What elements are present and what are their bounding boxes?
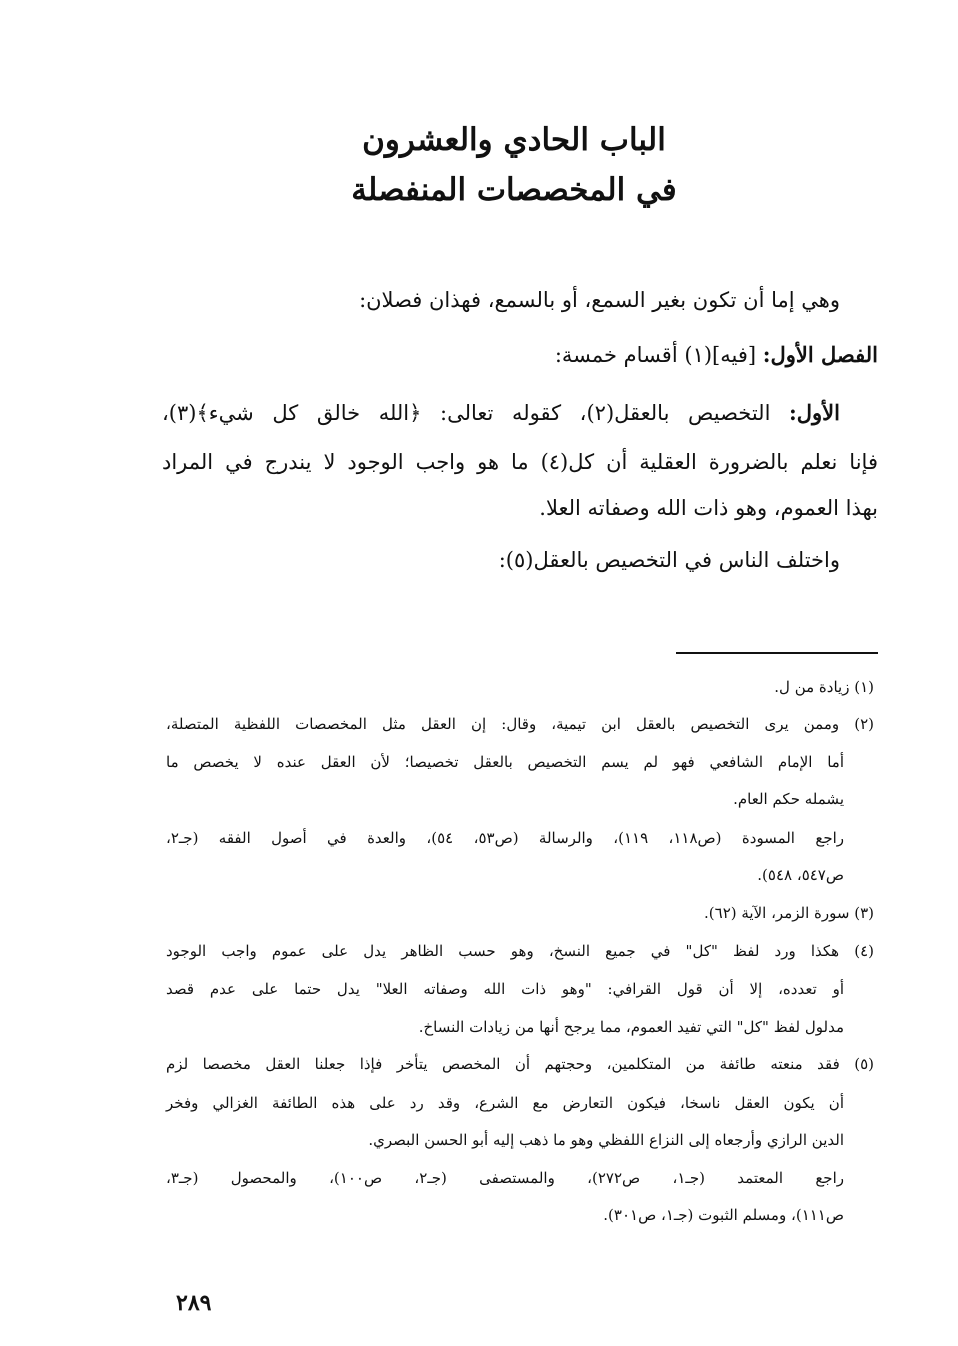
page-number: ٢٨٩ [176,1290,212,1316]
chapter-subtitle: في المخصصات المنفصلة [351,172,677,208]
footnote-5-line-3: الدين الرازي وأرجعاه إلى النزاع اللفظي وهو ما ذهب إليه أبو الحسن البصري. [368,1131,844,1149]
footnote-5-line-2: أن يكون العقل ناسخا، فيكون التعارض مع الشرع، وقد رد على هذه الطائفة الغزالي وفخر [166,1094,844,1112]
intro-paragraph: وهي إما أن تكون بغير السمع، أو بالسمع، فهذان فصلان: [359,288,840,312]
footnote-1: (١) زيادة من ل. [774,678,874,696]
chapter-title: الباب الحادي والعشرون [362,122,666,158]
footnote-5-line-4: راجع المعتمد (جـ١، ص٢٧٢)، والمستصفى (جـ٢، ص١٠٠)، والمحصول (جـ٣، [166,1169,844,1187]
first-paragraph-line-2: فإنا نعلم بالضرورة العقلية أن كل(٤) ما هو واجب الوجود لا يندرج في المراد [162,450,878,474]
footnote-4-line-2: أو تعدده، إلا أن قول القرافي: "وهو ذات الله وصفاته العلا" يدل حتما على عدم قصد [166,980,844,998]
footnote-2-line-1: (٢) وممن يرى التخصيص بالعقل ابن تيمية، وقال: إن العقل مثل المخصصات اللفظية المتصلة، [166,715,874,733]
footnote-4-line-3: مدلول لفظ "كل" التي تفيد العموم، مما يرجح أنها من زيادات النساخ. [418,1018,844,1036]
section-heading [555,342,878,367]
first-paragraph-line-1 [162,400,840,425]
footnote-2-line-4: راجع المسودة (ص١١٨، ١١٩)، والرسالة (ص٥٣، ٥٤)، والعدة في أصول الفقه (جـ٢، [166,829,845,847]
footnote-divider [676,652,878,654]
footnote-5-line-1: (٥) فقد منعته طائفة من المتكلمين، وحجتهم أن المخصص يتأخر فإذا جعلنا العقل مخصصا لزم [166,1055,874,1073]
section-heading-text: [فيه](١) أقسام خمسة: [554,343,757,367]
footnote-2-line-3: يشمله حكم العام. [733,790,844,808]
paragraph-line-4: واختلف الناس في التخصيص بالعقل(٥): [498,548,840,572]
section-heading-label: الفصل الأول: [762,342,878,367]
footnote-4-line-1: (٤) هكذا ورد لفظ "كل" في جميع النسخ، وهو حسب الظاهر يدل على عموم واجب الوجود [166,942,874,960]
first-label: الأول: [789,400,840,425]
footnote-2-line-2: أما الإمام الشافعي فهو لم يسم التخصيص بالعقل تخصيصا؛ لأن العقل عنده لا يخصص ما [166,753,844,771]
first-text: التخصيص بالعقل(٢)، كقوله تعالى: ﴿الله خالق كل شيء﴾(٣)، [162,401,771,425]
footnote-3: (٣) سورة الزمر، الآية (٦٢). [704,904,874,922]
first-paragraph-line-3: بهذا العموم، وهو ذات الله وصفاته العلا. [539,496,878,520]
footnote-5-line-5: ص١١١)، ومسلم الثبوت (جـ١، ص٣٠١). [603,1206,844,1224]
footnote-2-line-5: ص٥٤٧، ٥٤٨). [757,866,844,884]
